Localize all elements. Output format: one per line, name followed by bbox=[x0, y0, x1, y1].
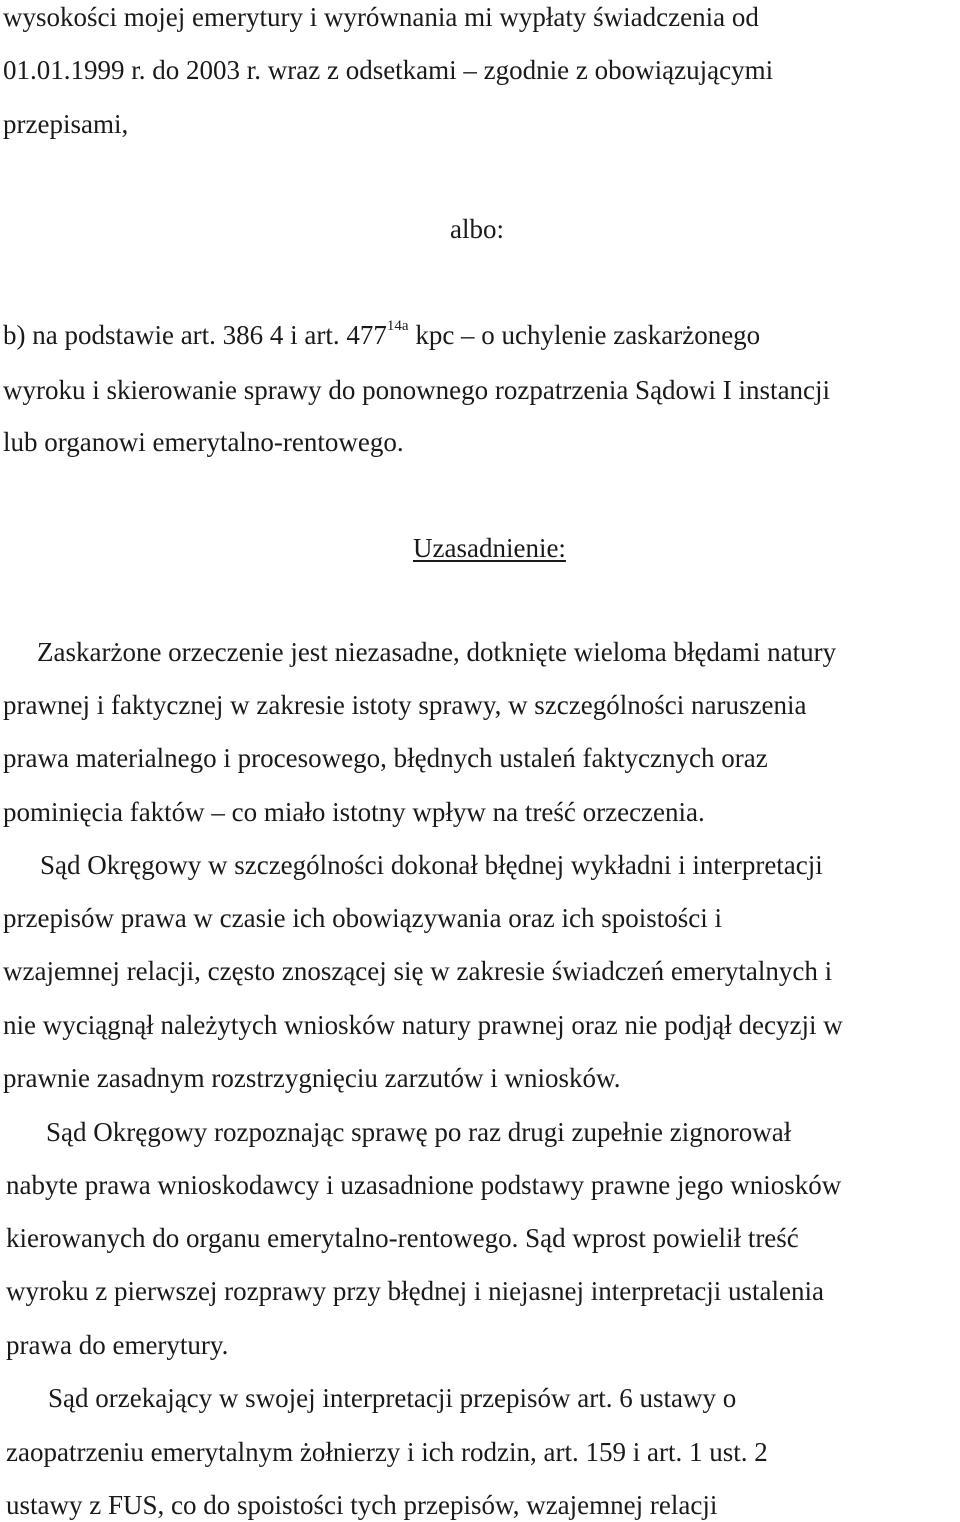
point-b-line-3: lub organowi emerytalno-rentowego. bbox=[3, 427, 404, 457]
intro-line-3: przepisami, bbox=[3, 109, 129, 139]
body-line-6: przepisów prawa w czasie ich obowiązywania oraz ich spoistości i bbox=[3, 903, 722, 933]
point-b-line-1 bbox=[3, 320, 760, 350]
body-line-17: ustawy z FUS, co do spoistości tych przepisów, wzajemnej relacji bbox=[6, 1490, 718, 1520]
body-line-15: Sąd orzekający w swojej interpretacji przepisów art. 6 ustawy o bbox=[48, 1383, 737, 1413]
section-heading: Uzasadnienie: bbox=[413, 533, 566, 563]
body-line-14: prawa do emerytury. bbox=[6, 1330, 229, 1360]
point-b-line-1-end: kpc – o uchylenie zaskarżonego bbox=[408, 320, 761, 350]
body-line-10: Sąd Okręgowy rozpoznając sprawę po raz drugi zupełnie zignorował bbox=[46, 1117, 792, 1147]
point-b-superscript: 14a bbox=[386, 318, 409, 334]
body-line-13: wyroku z pierwszej rozprawy przy błędnej i niejasnej interpretacji ustalenia bbox=[6, 1276, 824, 1306]
body-line-8: nie wyciągnął należytych wniosków natury prawnej oraz nie podjął decyzji w bbox=[3, 1010, 843, 1040]
body-line-9: prawnie zasadnym rozstrzygnięciu zarzutów i wniosków. bbox=[3, 1063, 621, 1093]
point-b-line-1-start: b) na podstawie art. 386 4 i art. 477 bbox=[3, 320, 387, 350]
body-line-4: pominięcia faktów – co miało istotny wpływ na treść orzeczenia. bbox=[3, 797, 705, 827]
body-line-16: zaopatrzeniu emerytalnym żołnierzy i ich rodzin, art. 159 i art. 1 ust. 2 bbox=[6, 1437, 768, 1467]
body-line-11: nabyte prawa wnioskodawcy i uzasadnione podstawy prawne jego wniosków bbox=[6, 1170, 842, 1200]
body-line-12: kierowanych do organu emerytalno-rentowego. Sąd wprost powielił treść bbox=[6, 1223, 799, 1253]
point-b-line-2: wyroku i skierowanie sprawy do ponownego rozpatrzenia Sądowi I instancji bbox=[3, 375, 831, 405]
body-line-3: prawa materialnego i procesowego, błędnych ustaleń faktycznych oraz bbox=[3, 743, 768, 773]
body-line-2: prawnej i faktycznej w zakresie istoty sprawy, w szczególności naruszenia bbox=[3, 690, 807, 720]
intro-line-1: wysokości mojej emerytury i wyrównania mi wypłaty świadczenia od bbox=[3, 2, 759, 32]
body-line-7: wzajemnej relacji, często znoszącej się w zakresie świadczeń emerytalnych i bbox=[3, 956, 833, 986]
body-line-1: Zaskarżone orzeczenie jest niezasadne, dotknięte wieloma błędami natury bbox=[37, 637, 837, 667]
albo-label: albo: bbox=[450, 214, 504, 244]
intro-line-2: 01.01.1999 r. do 2003 r. wraz z odsetkami – zgodnie z obowiązującymi bbox=[3, 55, 774, 85]
body-line-5: Sąd Okręgowy w szczególności dokonał błędnej wykładni i interpretacji bbox=[40, 850, 823, 880]
